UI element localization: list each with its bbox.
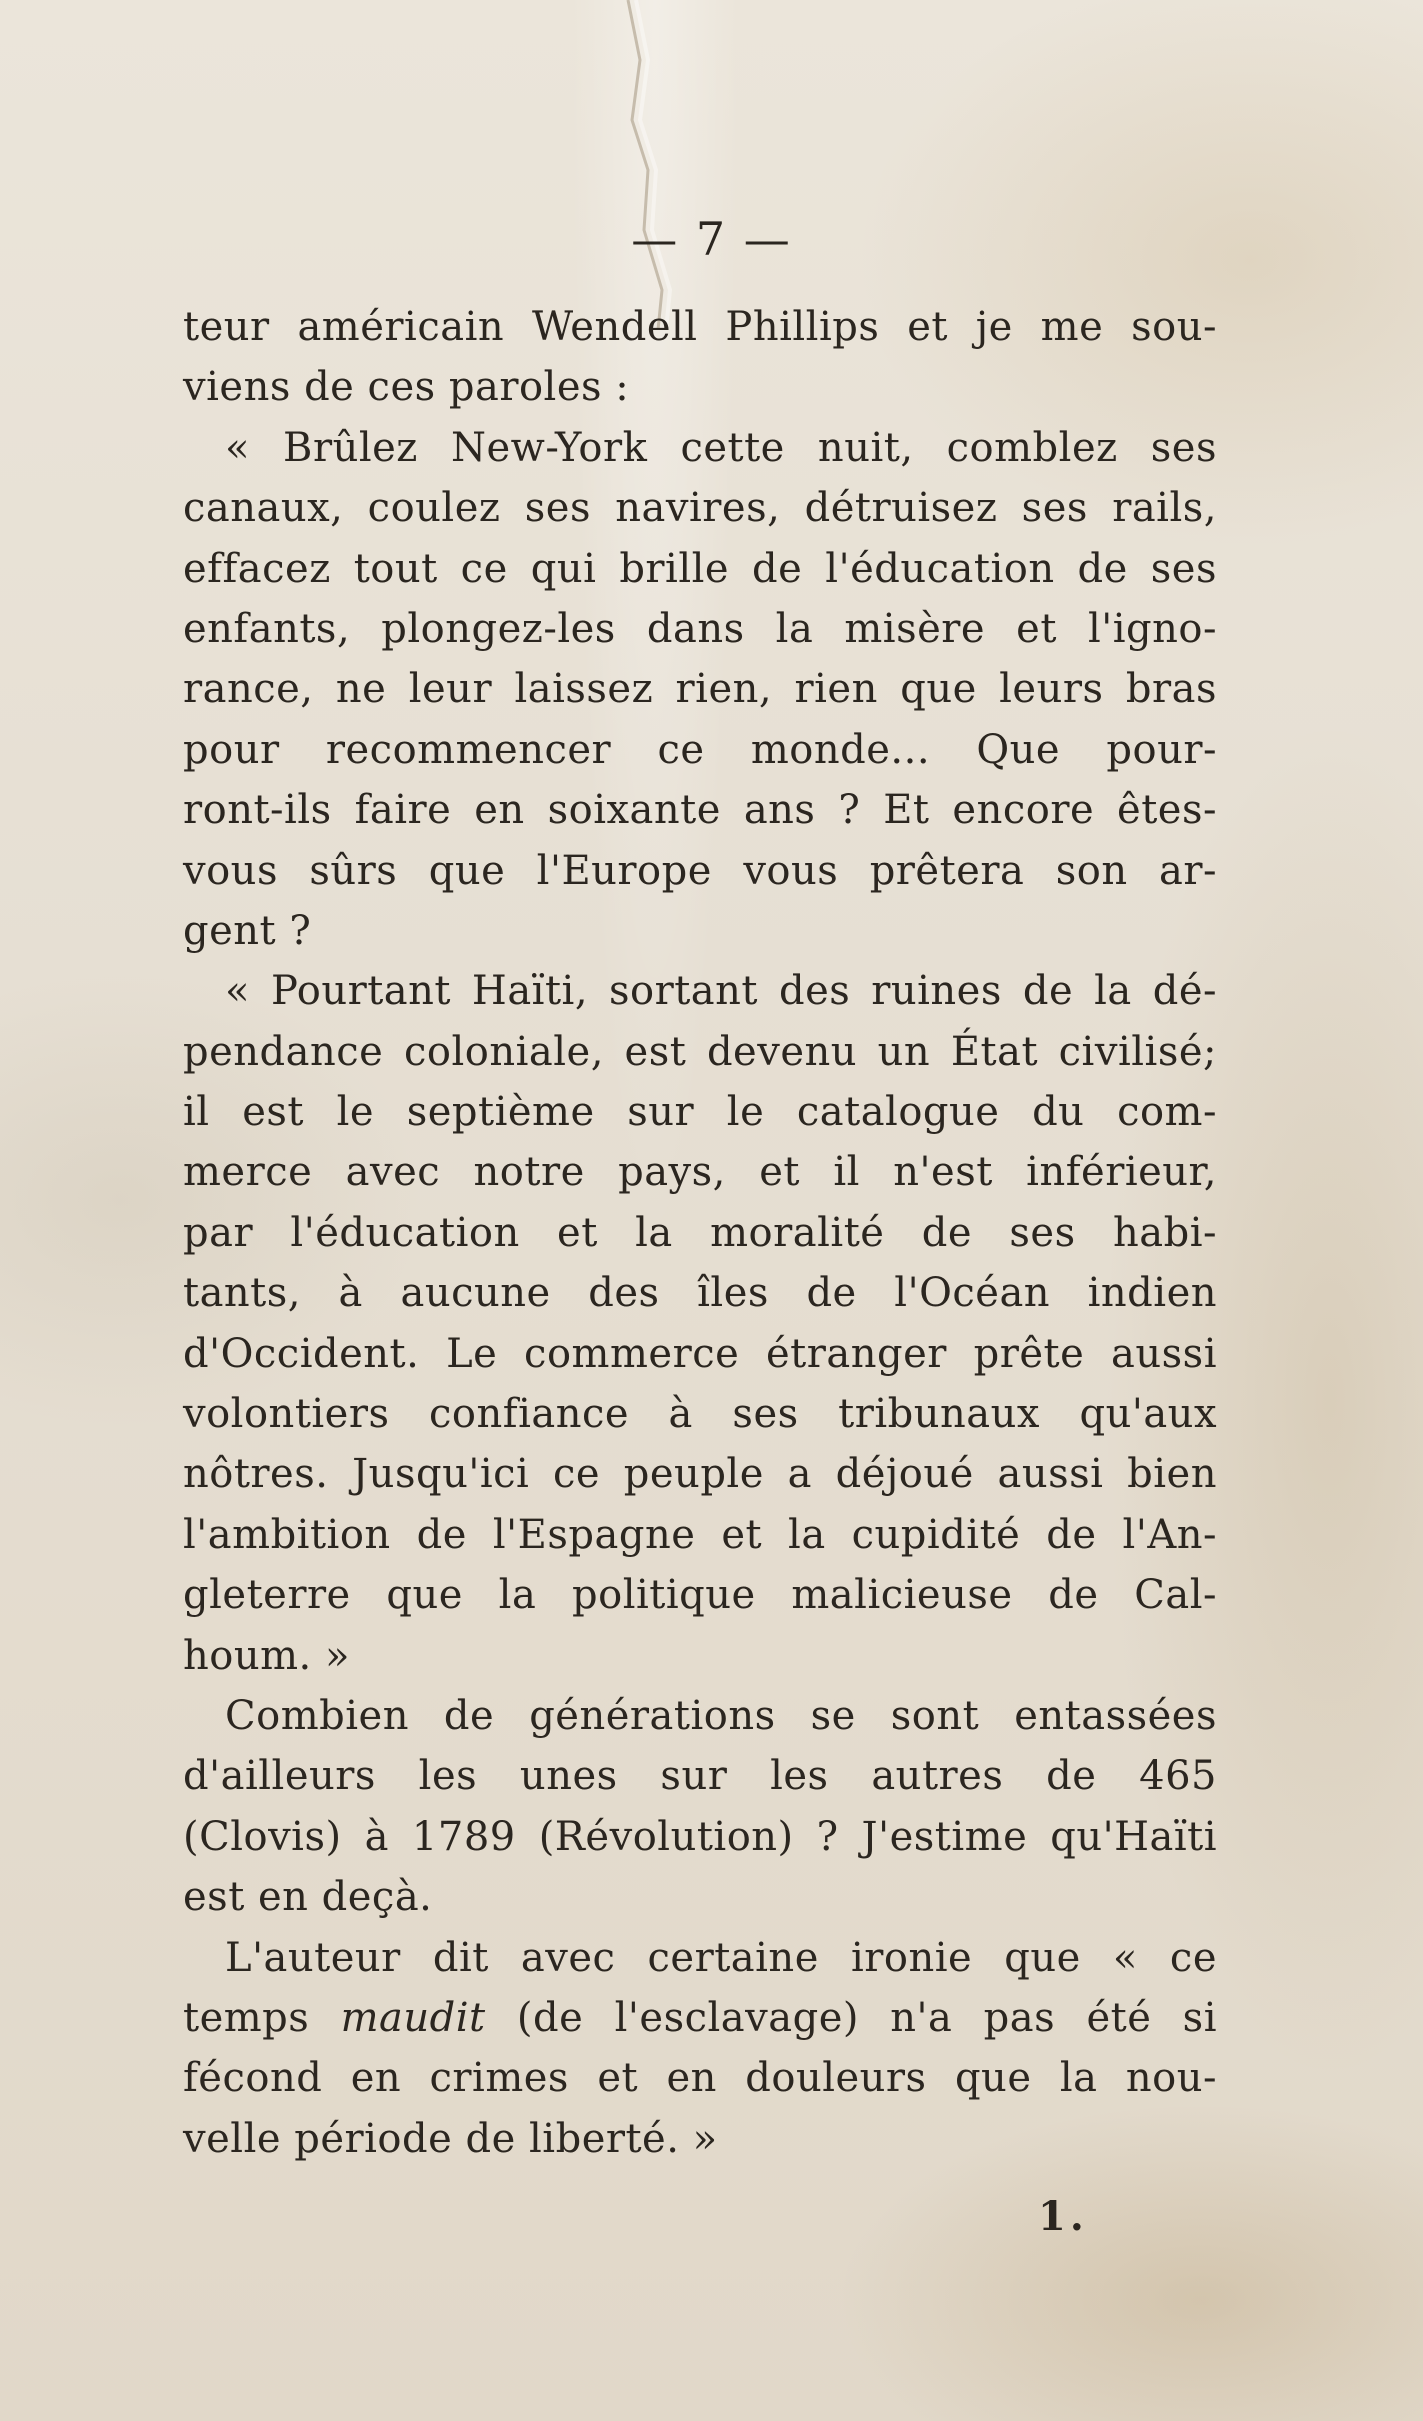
text-line: effacez tout ce qui brille de l'éducation de ses bbox=[183, 545, 1217, 592]
text-line: « Pourtant Haïti, sortant des ruines de la dé- bbox=[225, 968, 1217, 1015]
text-line: canaux, coulez ses navires, détruisez ses rails, bbox=[183, 485, 1217, 532]
text-line: Combien de générations se sont entassées bbox=[225, 1692, 1217, 1739]
paragraph bbox=[183, 961, 1217, 1686]
text-line: houm. » bbox=[183, 1632, 350, 1679]
text-line: gleterre que la politique malicieuse de Cal- bbox=[183, 1572, 1217, 1619]
text-line: d'Occident. Le commerce étranger prête aussi bbox=[183, 1330, 1217, 1377]
paragraph bbox=[183, 1686, 1217, 1928]
text-line: rance, ne leur laissez rien, rien que leurs bras bbox=[183, 666, 1217, 713]
text-line: volontiers confiance à ses tribunaux qu'aux bbox=[183, 1391, 1217, 1438]
text-line: teur américain Wendell Phillips et je me sou- bbox=[183, 304, 1217, 350]
text-line: merce avec notre pays, et il n'est inférieur, bbox=[183, 1149, 1217, 1196]
page-tear-mark bbox=[618, 0, 688, 330]
text-line: enfants, plongez-les dans la misère et l'igno- bbox=[183, 605, 1217, 652]
text-line: pour recommencer ce monde... Que pour- bbox=[183, 726, 1217, 773]
text-line bbox=[183, 1988, 1217, 2048]
body-text bbox=[183, 297, 1217, 2169]
italic-word: maudit bbox=[340, 1994, 486, 2041]
paragraph bbox=[183, 1928, 1217, 2170]
text-line: L'auteur dit avec certaine ironie que « ce bbox=[225, 1934, 1217, 1981]
text-line: velle période de liberté. » bbox=[183, 2115, 718, 2162]
text-line: est en deçà. bbox=[183, 1874, 433, 1921]
text-line: fécond en crimes et en douleurs que la nou- bbox=[183, 2055, 1217, 2102]
text-line: tants, à aucune des îles de l'Océan indien bbox=[183, 1270, 1217, 1317]
paragraph bbox=[183, 297, 1217, 418]
text-fragment: (de l'esclavage) n'a pas été si bbox=[485, 1994, 1217, 2041]
page-number-header: — 7 — bbox=[631, 212, 792, 266]
text-line: il est le septième sur le catalogue du com- bbox=[183, 1089, 1217, 1136]
text-line: nôtres. Jusqu'ici ce peuple a déjoué aussi bien bbox=[183, 1451, 1217, 1498]
text-line: ront-ils faire en soixante ans ? Et encore êtes- bbox=[183, 787, 1217, 834]
text-line: vous sûrs que l'Europe vous prêtera son ar- bbox=[183, 847, 1217, 894]
text-fragment: temps bbox=[183, 1994, 341, 2041]
text-line: (Clovis) à 1789 (Révolution) ? J'estime qu'Haïti bbox=[183, 1813, 1217, 1860]
paragraph bbox=[183, 418, 1217, 962]
text-line: pendance coloniale, est devenu un État civilisé; bbox=[183, 1028, 1217, 1075]
text-line: gent ? bbox=[183, 907, 312, 954]
text-line: « Brûlez New-York cette nuit, comblez ses bbox=[225, 424, 1217, 471]
text-line: par l'éducation et la moralité de ses habi- bbox=[183, 1209, 1217, 1256]
text-line: viens de ces paroles : bbox=[183, 364, 630, 411]
text-line: d'ailleurs les unes sur les autres de 465 bbox=[183, 1753, 1217, 1800]
text-line: l'ambition de l'Espagne et la cupidité de l'An- bbox=[183, 1511, 1217, 1558]
signature-number: 1. bbox=[1038, 2193, 1088, 2240]
